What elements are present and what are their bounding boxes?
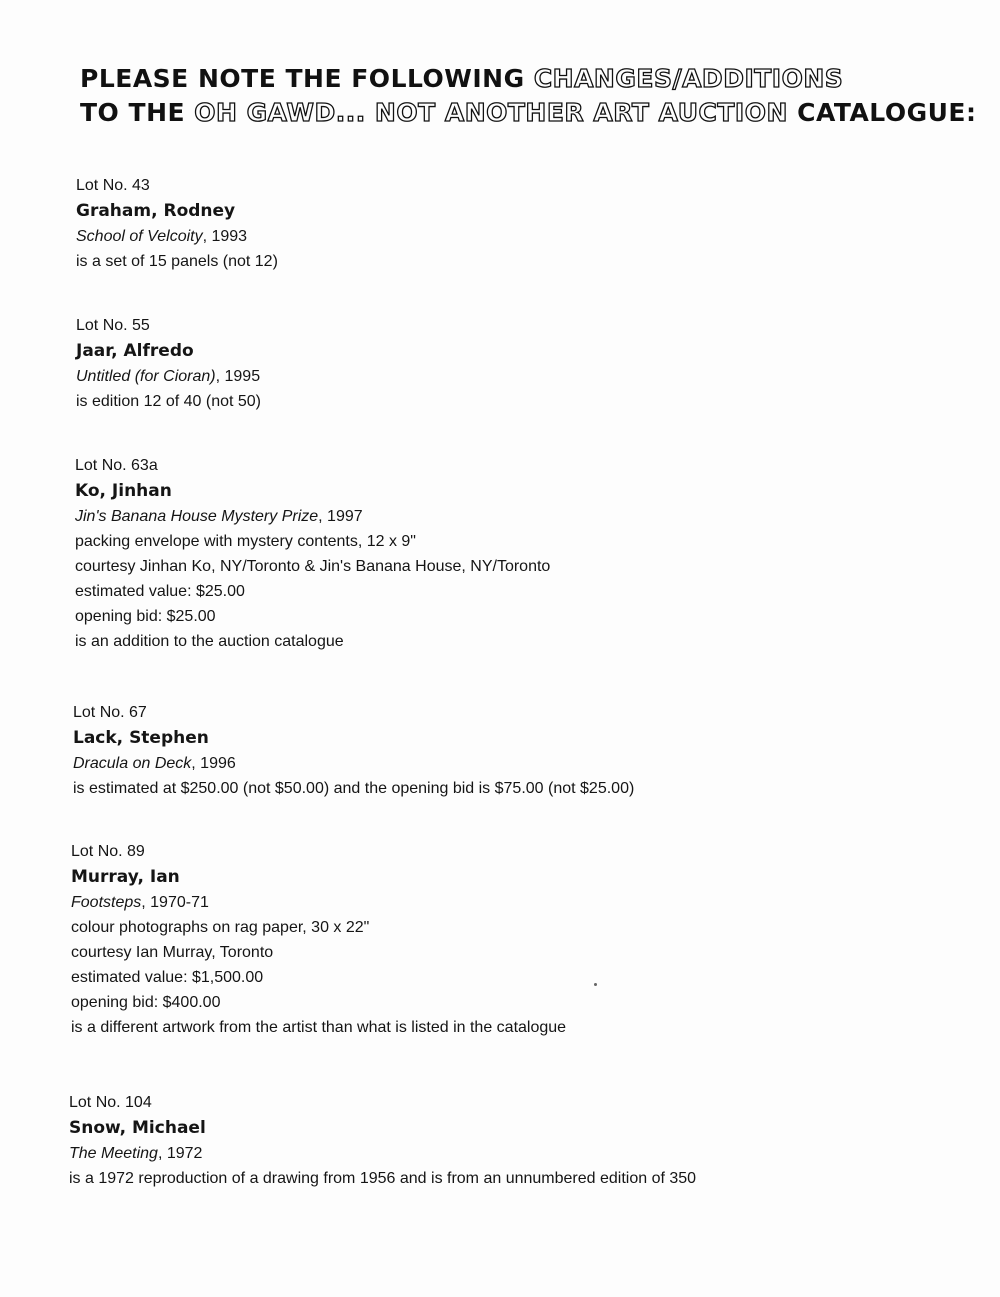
lot-detail: opening bid: $400.00 [71,994,221,1011]
artwork-year: , 1972 [157,1145,203,1162]
artist-name: Ko, Jinhan [75,481,172,501]
artist-name: Graham, Rodney [76,201,236,221]
artwork-title: Footsteps [71,894,142,911]
lot-detail: courtesy Ian Murray, Toronto [71,944,274,961]
heading-text: PLEASE NOTE THE FOLLOWING [80,64,534,93]
lot-number: Lot No. 55 [76,317,150,334]
lot-number: Lot No. 89 [71,843,145,860]
artist-name: Lack, Stephen [73,728,209,748]
lot-detail: is an addition to the auction catalogue [75,633,344,650]
lot-detail: is a 1972 reproduction of a drawing from 1956 and is from an unnumbered edition of 350 [69,1170,697,1187]
lot-number: Lot No. 63a [75,457,158,474]
lot-detail: estimated value: $25.00 [75,583,245,600]
artist-name: Snow, Michael [69,1118,206,1138]
artwork-title-line [76,224,956,249]
artwork-title-line [75,504,955,529]
artwork-title: Dracula on Deck [73,755,192,772]
artwork-title-line [69,1141,949,1166]
lot-detail: courtesy Jinhan Ko, NY/Toronto & Jin's Banana House, NY/Toronto [75,558,551,575]
lot-number: Lot No. 67 [73,704,147,721]
artwork-year: , 1997 [318,508,363,525]
artist-name: Murray, Ian [71,867,180,887]
artwork-title: School of Velcoity [76,228,203,245]
lot-detail: is a different artwork from the artist than what is listed in the catalogue [71,1019,567,1036]
heading-text: CATALOGUE: [787,98,977,127]
lot-detail: colour photographs on rag paper, 30 x 22" [71,919,370,936]
lot-number: Lot No. 104 [69,1094,152,1111]
artist-name: Jaar, Alfredo [76,341,194,361]
lot-entry [76,173,956,274]
lot-detail: is edition 12 of 40 (not 50) [76,393,262,410]
heading-line-2 [80,96,977,130]
lot-entry [73,700,953,801]
heading-outline-text: OH GAWD... NOT ANOTHER ART AUCTION [194,98,788,127]
lot-detail: opening bid: $25.00 [75,608,216,625]
artwork-year: , 1970-71 [141,894,209,911]
artwork-title: The Meeting [69,1145,158,1162]
lot-detail: is estimated at $250.00 (not $50.00) and the opening bid is $75.00 (not $25.00) [73,780,635,797]
lot-detail: is a set of 15 panels (not 12) [76,253,278,270]
page-heading [80,62,977,130]
artwork-title: Untitled (for Cioran) [76,368,216,385]
lot-entry [69,1090,949,1191]
lot-entry [75,453,955,654]
artwork-year: , 1996 [191,755,236,772]
artwork-title-line [71,890,951,915]
lot-entry [76,313,956,414]
lot-entry [71,839,951,1040]
lot-detail: estimated value: $1,500.00 [71,969,264,986]
paper-speck [594,983,597,986]
artwork-year: , 1995 [215,368,261,385]
heading-line-1 [80,62,940,96]
artwork-title-line [76,364,956,389]
artwork-title-line [73,751,953,776]
artwork-title: Jin's Banana House Mystery Prize [75,508,319,525]
lot-number: Lot No. 43 [76,177,150,194]
artwork-year: , 1993 [202,228,248,245]
lot-detail: packing envelope with mystery contents, 12 x 9" [75,533,416,550]
heading-text: TO THE [80,98,195,127]
heading-outline-text: CHANGES/ADDITIONS [533,64,844,93]
